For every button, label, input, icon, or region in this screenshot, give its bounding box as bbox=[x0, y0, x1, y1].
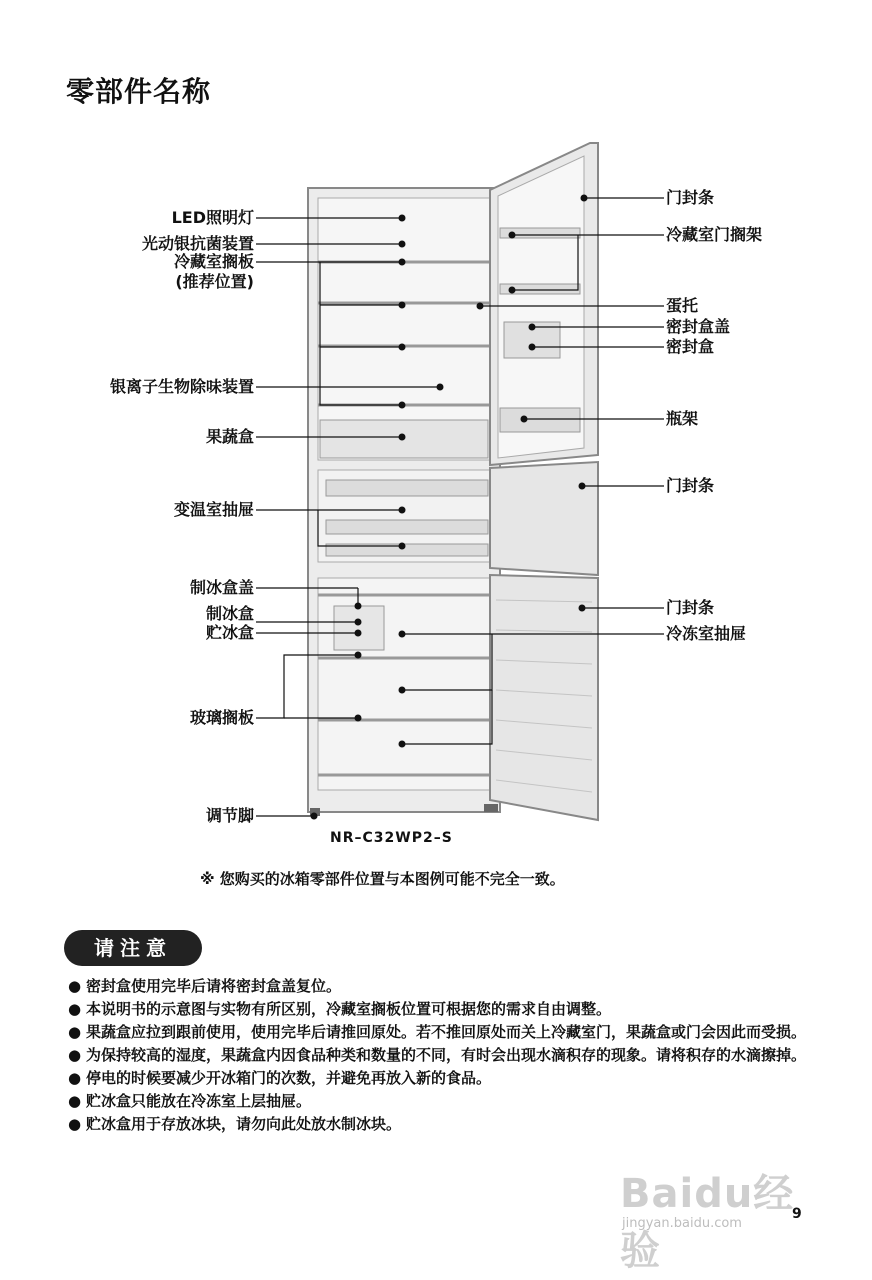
label-ice-tray: 制冰盒 bbox=[205, 604, 254, 623]
list-item: ● 果蔬盒应拉到跟前使用，使用完毕后请推回原处。若不推回原处而关上冷藏室门，果蔬盒或门会因此而受损。 bbox=[68, 1023, 807, 1041]
label-ice-storage: 贮冰盒 bbox=[205, 623, 254, 642]
list-item: ● 停电的时候要减少开冰箱门的次数，并避免再放入新的食品。 bbox=[68, 1069, 492, 1087]
list-item: ● 贮冰盒用于存放冰块，请勿向此处放水制冰块。 bbox=[68, 1115, 402, 1133]
variable-door bbox=[490, 462, 598, 575]
label-deodorizer: 银离子生物除味装置 bbox=[109, 377, 254, 396]
label-egg-tray: 蛋托 bbox=[666, 296, 699, 315]
label-recommended-position: (推荐位置) bbox=[175, 272, 254, 291]
label-variable-drawer: 变温室抽屉 bbox=[173, 500, 254, 519]
label-bottle-rack: 瓶架 bbox=[666, 409, 699, 428]
label-crisper: 果蔬盒 bbox=[205, 427, 254, 446]
freezer-door bbox=[490, 575, 598, 820]
label-led-light: LED照明灯 bbox=[171, 208, 254, 227]
watermark bbox=[620, 1150, 820, 1274]
label-door-gasket-1: 门封条 bbox=[666, 188, 715, 207]
label-glass-shelf: 玻璃搁板 bbox=[189, 708, 254, 727]
variable-drawer bbox=[326, 520, 488, 534]
list-item: ● 为保持较高的湿度，果蔬盒内因食品种类和数量的不同，有时会出现水滴积存的现象。请将积存的水滴擦掉。 bbox=[68, 1046, 807, 1064]
bottle-rack bbox=[500, 408, 580, 432]
variable-drawer bbox=[326, 480, 488, 496]
page-number: 9 bbox=[792, 1206, 802, 1222]
label-freezer-drawer: 冷冻室抽屉 bbox=[666, 624, 747, 643]
label-silver-antibacterial: 光动银抗菌装置 bbox=[141, 234, 254, 253]
watermark-url: jingyan.baidu.com bbox=[622, 1216, 742, 1231]
label-seal-box-lid: 密封盒盖 bbox=[666, 317, 731, 336]
page-title: 零部件名称 bbox=[66, 75, 212, 108]
label-ice-tray-lid: 制冰盒盖 bbox=[189, 578, 254, 597]
disclaimer: ※ 您购买的冰箱零部件位置与本图例可能不完全一致。 bbox=[200, 870, 565, 888]
label-seal-box: 密封盒 bbox=[666, 337, 715, 356]
watermark-brand: Baidu经验 bbox=[620, 1171, 795, 1274]
model-number: NR–C32WP2–S bbox=[330, 830, 453, 846]
notice-badge: 请注意 bbox=[64, 930, 202, 966]
notice-list bbox=[68, 976, 818, 1137]
list-item: ● 密封盒使用完毕后请将密封盒盖复位。 bbox=[68, 977, 342, 995]
list-item: ● 本说明书的示意图与实物有所区别，冷藏室搁板位置可根据您的需求自由调整。 bbox=[68, 1000, 612, 1018]
adjust-foot bbox=[484, 804, 498, 812]
label-fridge-shelf: 冷藏室搁板 bbox=[173, 252, 254, 271]
ice-maker bbox=[334, 606, 384, 650]
list-item: ● 贮冰盒只能放在冷冻室上层抽屉。 bbox=[68, 1092, 312, 1110]
label-adjust-foot: 调节脚 bbox=[205, 806, 254, 825]
label-door-gasket-3: 门封条 bbox=[666, 598, 715, 617]
label-door-rack: 冷藏室门搁架 bbox=[666, 225, 763, 244]
label-door-gasket-2: 门封条 bbox=[666, 476, 715, 495]
